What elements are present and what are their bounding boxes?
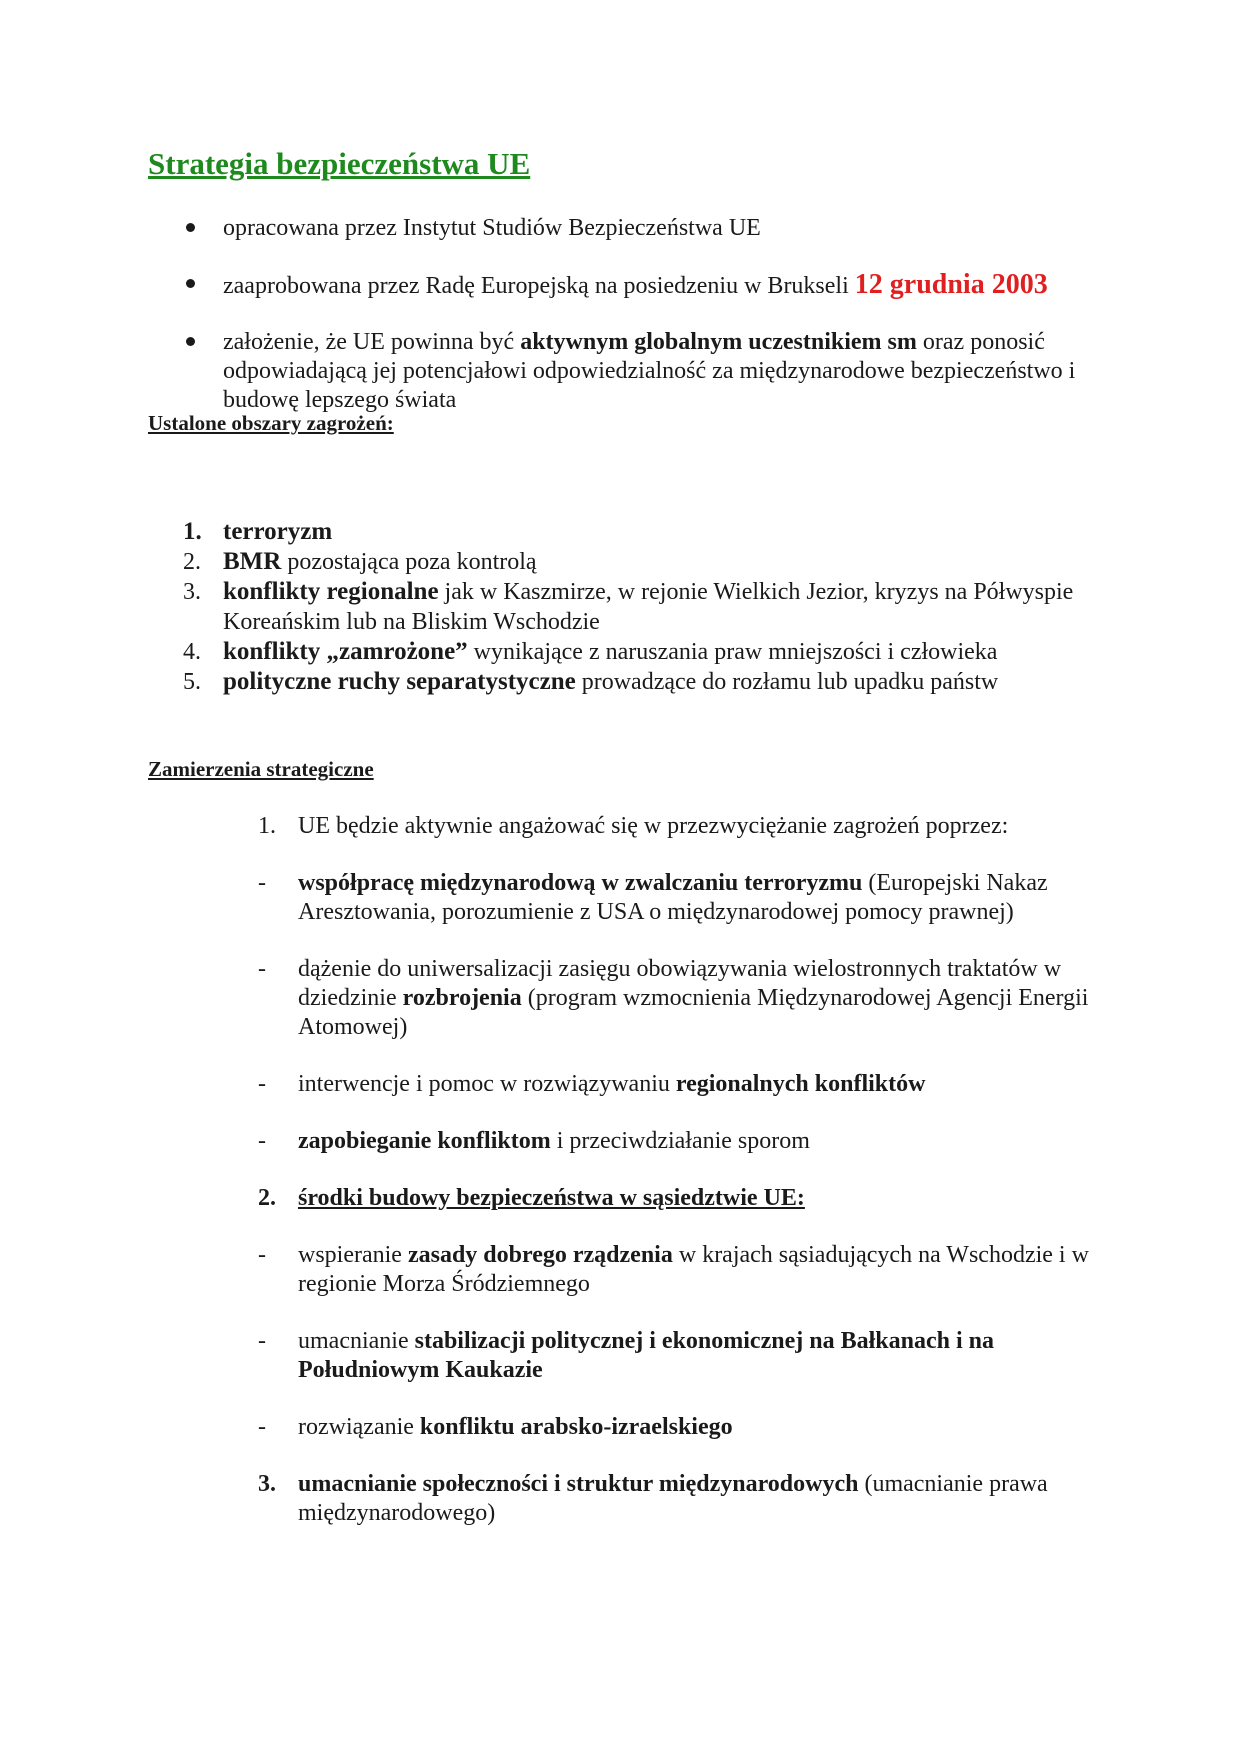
- threat-bold-text: polityczne ruchy separatystyczne: [223, 668, 576, 695]
- goal-marker: -: [258, 1242, 266, 1268]
- goal-marker: -: [258, 1328, 266, 1354]
- threat-text: prowadzące do rozłamu lub upadku państw: [575, 669, 999, 695]
- threat-bold-text: konflikty „zamrożone”: [223, 638, 468, 665]
- bullet-dot-icon: [186, 279, 195, 288]
- goal-text: rozwiązanie: [298, 1414, 420, 1440]
- goal-text: UE będzie aktywnie angażować się w przezwyciężanie zagrożeń poprzez:: [298, 813, 1009, 839]
- threat-item: [148, 667, 1108, 697]
- goal-text: dążenie do uniwersalizacji zasięgu obowiązywania wielostronnych traktatów w dziedzinie: [298, 956, 1062, 1011]
- goal-text: (program wzmocnienia Międzynarodowej Agencji Energii Atomowej): [298, 985, 1089, 1040]
- goals-list: [148, 812, 1108, 1556]
- goal-bold-text: zasady dobrego rządzenia: [407, 1242, 673, 1268]
- bullet-text: opracowana przez Instytut Studiów Bezpieczeństwa UE: [223, 215, 761, 241]
- goal-item: [148, 1127, 1108, 1156]
- threat-number: 5.: [183, 669, 201, 695]
- threat-text: jak w Kaszmirze, w rejonie Wielkich Jezior, kryzys na Półwyspie Koreańskim lub na Bliskim Wschodzie: [223, 579, 1074, 635]
- goal-bold-text: zapobieganie konfliktom: [298, 1128, 551, 1154]
- bullet-bold-text: aktywnym globalnym uczestnikiem sm: [520, 329, 917, 355]
- threats-list: [148, 517, 1108, 697]
- threats-heading: Ustalone obszary zagrożeń:: [148, 411, 394, 435]
- threat-item: [148, 637, 1108, 667]
- goal-marker: -: [258, 1414, 266, 1440]
- threat-item: [148, 517, 1108, 547]
- bullet-list: [148, 214, 1108, 442]
- bullet-dot-icon: [186, 223, 195, 232]
- goal-marker: -: [258, 1071, 266, 1097]
- goal-marker: 3.: [258, 1471, 276, 1497]
- goal-text: wspieranie: [298, 1242, 408, 1268]
- threat-text: pozostająca poza kontrolą: [281, 549, 537, 575]
- threat-number: 2.: [183, 549, 201, 575]
- goal-item: [148, 869, 1108, 927]
- goal-text: interwencje i pomoc w rozwiązywaniu: [298, 1071, 676, 1097]
- goal-marker: -: [258, 870, 266, 896]
- threat-number: 4.: [183, 639, 201, 665]
- bullet-item: [148, 214, 1108, 243]
- bullet-item: [148, 270, 1108, 301]
- threat-bold-text: konflikty regionalne: [223, 578, 439, 605]
- goal-text: w krajach sąsiadujących na Wschodzie i w regionie Morza Śródziemnego: [298, 1242, 1089, 1297]
- threat-item: [148, 577, 1108, 637]
- goal-marker: -: [258, 1128, 266, 1154]
- threat-number: 1.: [183, 518, 202, 545]
- goal-bold-text: współpracę międzynarodową w zwalczaniu terroryzmu: [298, 870, 863, 896]
- bullet-text: założenie, że UE powinna być: [223, 329, 521, 355]
- bullet-text: zaaprobowana przez Radę Europejską na posiedzeniu w Brukseli: [223, 273, 855, 299]
- threat-bold-text: terroryzm: [223, 518, 333, 545]
- bullet-text: oraz ponosić odpowiadającą jej potencjałowi odpowiedzialność za międzynarodowe bezpieczeństwo i budowę lepszego świata: [223, 329, 1076, 413]
- goal-bold-text: rozbrojenia: [402, 985, 522, 1011]
- goal-item: [148, 1070, 1108, 1099]
- goal-text: (umacnianie prawa międzynarodowego): [298, 1471, 1048, 1526]
- goal-text: i przeciwdziałanie sporom: [550, 1128, 810, 1154]
- goal-item: [148, 812, 1108, 841]
- goal-bold-text: umacnianie społeczności i struktur międzynarodowych: [298, 1471, 859, 1497]
- goal-bold-text: stabilizacji politycznej i ekonomicznej na Bałkanach i na Południowym Kaukazie: [298, 1328, 994, 1383]
- goal-bold-text: konfliktu arabsko-izraelskiego: [419, 1414, 733, 1440]
- goal-marker: 1.: [258, 813, 276, 839]
- goal-bold-text: regionalnych konfliktów: [675, 1071, 926, 1097]
- bullet-dot-icon: [186, 337, 195, 346]
- goal-bold-text: środki budowy bezpieczeństwa w sąsiedztwie UE:: [298, 1185, 805, 1211]
- goals-heading: Zamierzenia strategiczne: [148, 757, 374, 781]
- goal-item: [148, 955, 1108, 1042]
- goal-item: [148, 1413, 1108, 1442]
- goal-item: [148, 1470, 1108, 1528]
- goal-marker: -: [258, 956, 266, 982]
- document-title: Strategia bezpieczeństwa UE: [148, 146, 531, 181]
- goal-text: umacnianie: [298, 1328, 415, 1354]
- date-highlight: 12 grudnia 2003: [854, 269, 1048, 300]
- bullet-item: [148, 328, 1108, 415]
- threat-number: 3.: [183, 579, 201, 605]
- goal-text: (Europejski Nakaz Aresztowania, porozumienie z USA o międzynarodowej pomocy prawnej): [298, 870, 1048, 925]
- goal-item: [148, 1241, 1108, 1299]
- goal-item: [148, 1327, 1108, 1385]
- goal-marker: 2.: [258, 1185, 276, 1211]
- threat-text: wynikające z naruszania praw mniejszości i człowieka: [467, 639, 998, 665]
- goal-item: [148, 1184, 1108, 1213]
- threat-item: [148, 547, 1108, 577]
- threat-bold-text: BMR: [223, 548, 282, 575]
